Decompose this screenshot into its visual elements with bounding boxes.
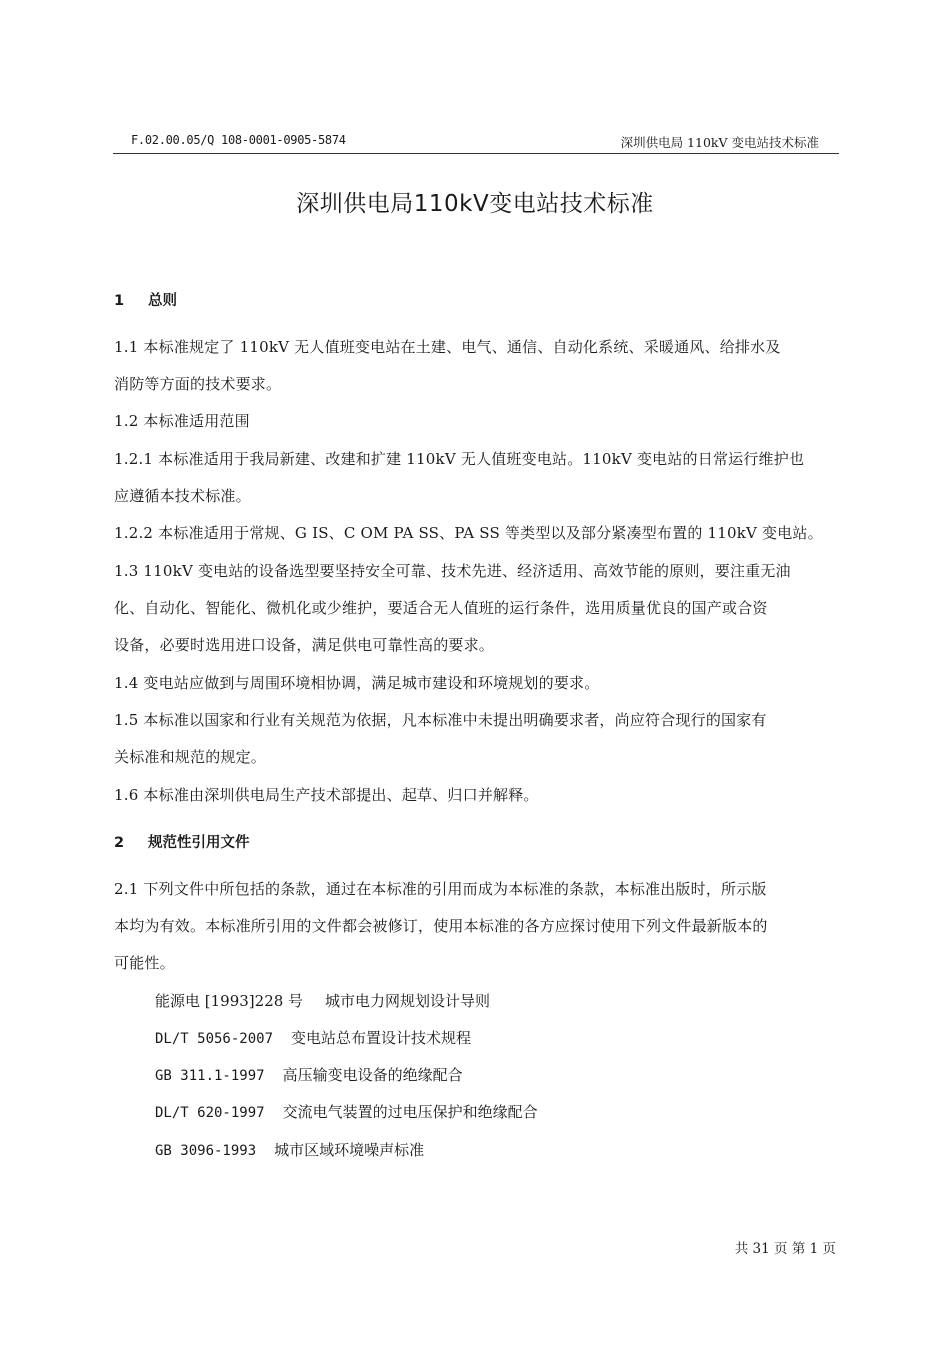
reference-item <box>155 990 490 1011</box>
page-header <box>113 133 839 154</box>
paragraph-line: 1.6 本标准由深圳供电局生产技术部提出、起草、归口并解释。 <box>114 786 539 804</box>
paragraph-line: 化、自动化、智能化、微机化或少维护，要适合无人值班的运行条件，选用质量优良的国产或合资 <box>114 599 768 617</box>
doc-code: F.02.00.05/Q 108-0001-0905-5874 <box>131 133 346 147</box>
reference-code: 能源电 [1993]228 号 <box>155 992 304 1010</box>
reference-code: GB 311.1-1997 <box>155 1068 265 1084</box>
section-title: 总则 <box>148 293 177 309</box>
paragraph-line: 设备，必要时选用进口设备，满足供电可靠性高的要求。 <box>114 636 495 654</box>
paragraph-line: 消防等方面的技术要求。 <box>114 375 282 393</box>
section-number: 2 <box>114 835 125 851</box>
reference-code: DL/T 5056-2007 <box>155 1031 274 1047</box>
reference-name: 高压输变电设备的绝缘配合 <box>282 1066 463 1084</box>
page-footer: 共 31 页 第 1 页 <box>734 1241 836 1257</box>
page-title: 深圳供电局110kV变电站技术标准 <box>296 191 654 217</box>
paragraph-line: 1.2 本标准适用范围 <box>114 412 250 430</box>
paragraph-line: 本均为有效。本标准所引用的文件都会被修订，使用本标准的各方应探讨使用下列文件最新版本的 <box>114 917 768 935</box>
reference-name: 交流电气装置的过电压保护和绝缘配合 <box>282 1103 538 1121</box>
paragraph-line: 1.4 变电站应做到与周围环境相协调，满足城市建设和环境规划的要求。 <box>114 674 600 692</box>
paragraph-line: 1.3 110kV 变电站的设备选型要坚持安全可靠、技术先进、经济适用、高效节能的原则，要注重无油 <box>114 562 791 580</box>
section-heading-1 <box>114 289 177 310</box>
section-number: 1 <box>114 293 125 309</box>
paragraph-line: 应遵循本技术标准。 <box>114 487 251 505</box>
section-title: 规范性引用文件 <box>148 835 250 851</box>
paragraph-line: 1.2.1 本标准适用于我局新建、改建和扩建 110kV 无人值班变电站。110kV 变电站的日常运行维护也 <box>114 450 805 468</box>
doc-title-header: 深圳供电局 110kV 变电站技术标准 <box>620 135 819 150</box>
paragraph-line: 1.5 本标准以国家和行业有关规范为依据，凡本标准中未提出明确要求者，尚应符合现行的国家有 <box>114 711 767 729</box>
reference-code: GB 3096-1993 <box>155 1143 257 1159</box>
paragraph-line: 可能性。 <box>114 954 175 972</box>
paragraph-line: 1.2.2 本标准适用于常规、G IS、C OM PA SS、PA SS 等类型以及部分紧凑型布置的 110kV 变电站。 <box>114 524 823 542</box>
reference-item <box>155 1027 471 1048</box>
reference-name: 变电站总布置设计技术规程 <box>291 1029 472 1047</box>
paragraph-line: 1.1 本标准规定了 110kV 无人值班变电站在土建、电气、通信、自动化系统、采暖通风、给排水及 <box>114 338 781 356</box>
paragraph-line: 2.1 下列文件中所包括的条款，通过在本标准的引用而成为本标准的条款，本标准出版时，所示版 <box>114 880 767 898</box>
reference-code: DL/T 620-1997 <box>155 1105 265 1121</box>
reference-item <box>155 1139 424 1160</box>
reference-item <box>155 1101 538 1122</box>
section-heading-2 <box>114 831 250 852</box>
reference-name: 城市电力网规划设计导则 <box>325 992 491 1010</box>
reference-name: 城市区域环境噪声标准 <box>274 1141 425 1159</box>
reference-item <box>155 1064 463 1085</box>
paragraph-line: 关标准和规范的规定。 <box>114 748 267 766</box>
